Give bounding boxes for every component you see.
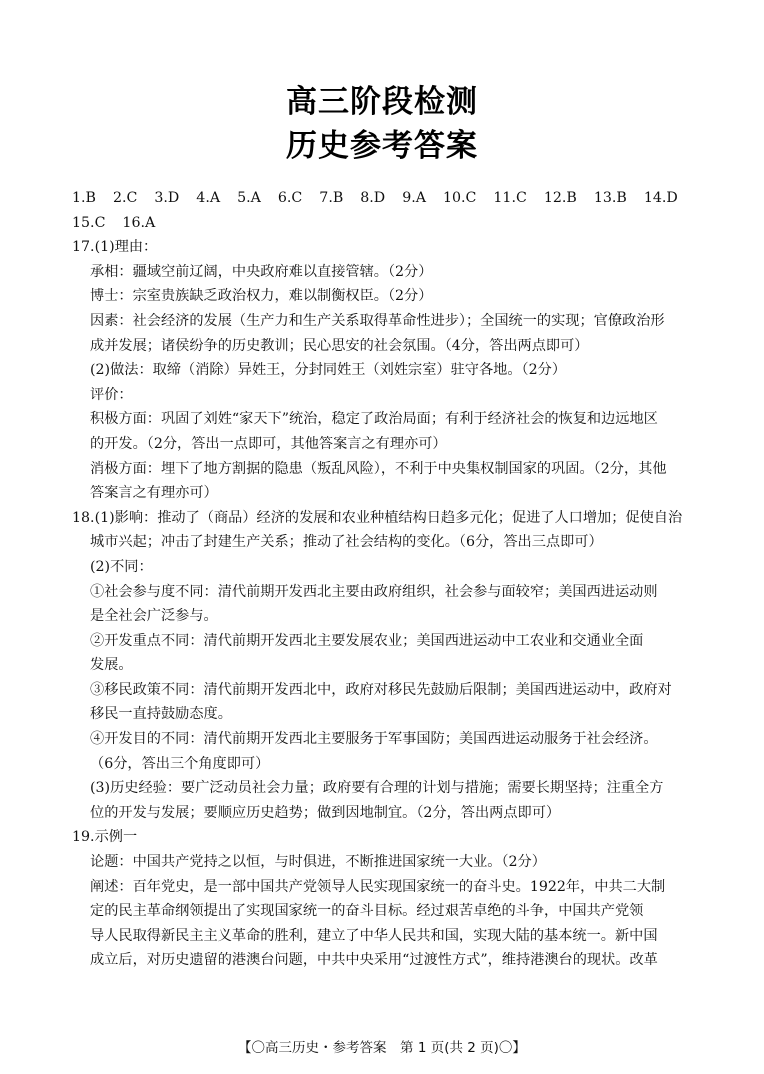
answer-line: （6分，答出三个角度即可） [90, 755, 270, 772]
answer-line: 博士：宗室贵族缺乏政治权力，难以制衡权臣。（2分） [90, 288, 433, 305]
choice-answer: 15.C [72, 214, 106, 231]
choice-answer: 9.A [402, 190, 426, 206]
answer-line: ③移民政策不同：清代前期开发西北中，政府对移民先鼓励后限制；美国西进运动中，政府对 [90, 681, 672, 698]
choice-answer: 14.D [643, 190, 678, 206]
answer-line: 成并发展；诸侯纷争的历史教训；民心思安的社会氛围。（4分，答出两点即可） [90, 337, 589, 354]
answer-line: 发展。 [90, 657, 133, 674]
choice-answer: 6.C [277, 190, 303, 206]
answer-content [72, 186, 694, 973]
answer-line: 导人民取得新民主主义革命的胜利，建立了中华人民共和国，实现大陆的基本统一。新中国 [90, 927, 658, 944]
answer-line: 移民一直持鼓励态度。 [90, 706, 232, 723]
answer-line: 论题：中国共产党持之以恒，与时俱进，不断推进国家统一大业。（2分） [90, 854, 546, 871]
answer-line: 评价： [90, 386, 133, 403]
answer-line: 的开发。（2分，答出一点即可，其他答案言之有理亦可） [90, 435, 447, 452]
answer-line: 承相：疆域空前辽阔，中央政府难以直接管辖。（2分） [90, 263, 433, 280]
answer-line: 因素：社会经济的发展（生产力和生产关系取得革命性进步）；全国统一的实现；官僚政治形 [90, 312, 665, 329]
answer-line: 城市兴起；冲击了封建生产关系；推动了社会结构的变化。（6分，答出三点即可） [90, 534, 603, 551]
choice-answer: 12.B [543, 190, 577, 206]
answer-line: 18.(1)影响：推动了（商品）经济的发展和农业种植结构日趋多元化；促进了人口增加；促使自治 [72, 509, 683, 526]
answer-line: (2)不同： [90, 558, 153, 575]
choice-answer: 16.A [122, 214, 156, 231]
answer-line: 成立后，对历史遗留的港澳台问题，中共中央采用“过渡性方式”，维持港澳台的现状。改革 [90, 952, 658, 969]
page-subtitle: 历史参考答案 [286, 128, 478, 164]
answer-line: (2)做法：取缔（消除）异姓王，分封同姓王（刘姓宗室）驻守各地。（2分） [90, 362, 567, 379]
choice-answer: 1.B [72, 190, 96, 206]
answer-line: 消极方面：埋下了地方割据的隐患（叛乱风险），不利于中央集权制国家的巩固。（2分，其他 [90, 460, 667, 477]
choice-answer: 13.B [593, 190, 627, 206]
answer-line: 阐述：百年党史，是一部中国共产党领导人民实现国家统一的奋斗史。1922年，中共二大制 [90, 878, 666, 895]
page-title: 高三阶段检测 [286, 84, 478, 120]
answer-line: ①社会参与度不同：清代前期开发西北主要由政府组织，社会参与面较窄；美国西进运动则 [90, 583, 658, 600]
choice-answer: 8.D [360, 190, 386, 206]
answer-line: 是全社会广泛参与。 [90, 608, 218, 625]
choice-answer: 5.A [237, 190, 261, 206]
choice-answer: 3.D [154, 190, 180, 206]
answer-line: ④开发目的不同：清代前期开发西北主要服务于军事国防；美国西进运动服务于社会经济。 [90, 731, 658, 748]
answer-line: 17.(1)理由： [72, 239, 158, 256]
answer-line: 答案言之有理亦可） [90, 485, 218, 502]
choice-answer: 7.B [319, 190, 344, 206]
page-footer: 【〇高三历史・参考答案 第 1 页(共 2 页)〇】 [238, 1040, 526, 1056]
choice-answer: 11.C [493, 190, 527, 206]
answer-text-lines [72, 235, 694, 973]
choice-answer: 2.C [112, 190, 138, 206]
choice-answer: 10.C [442, 190, 477, 206]
answer-line: ②开发重点不同：清代前期开发西北主要发展农业；美国西进运动中工农业和交通业全面 [90, 632, 644, 649]
choice-answers-row [72, 211, 694, 236]
answer-line: (3)历史经验：要广泛动员社会力量；政府要有合理的计划与措施；需要长期坚持；注重全方 [90, 780, 664, 797]
choice-answer: 4.A [196, 190, 221, 206]
title-block [0, 80, 764, 168]
answer-line: 定的民主革命纲领提出了实现国家统一的奋斗目标。经过艰苦卓绝的斗争，中国共产党领 [90, 903, 644, 920]
choice-answers-row [72, 186, 694, 211]
answer-line: 19.示例一 [72, 829, 138, 846]
answer-line: 位的开发与发展；要顺应历史趋势；做到因地制宜。（2分，答出两点即可） [90, 804, 561, 821]
answer-line: 积极方面：巩固了刘姓“家天下”统治，稳定了政治局面；有利于经济社会的恢复和边远地区 [90, 411, 658, 428]
